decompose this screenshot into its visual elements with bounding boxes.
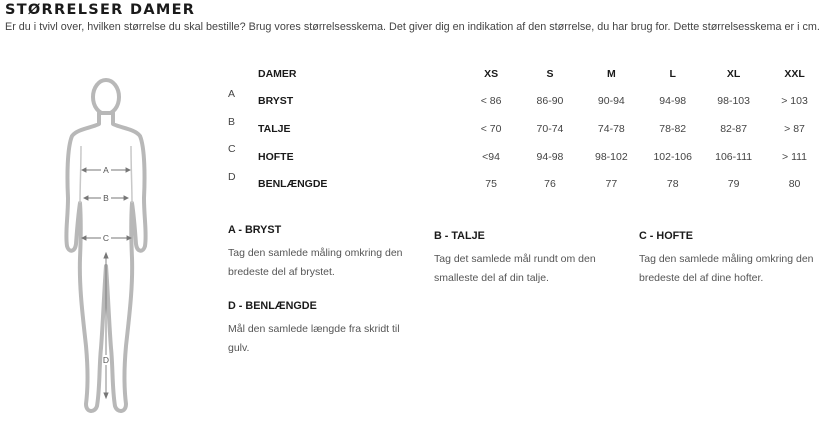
table-cell: 94-98 [659, 95, 687, 108]
table-cell: 86-90 [536, 95, 564, 108]
row-letter-c: C [228, 143, 236, 155]
measure-description-line: smalleste del af din talje. [434, 271, 549, 284]
measure-description [228, 320, 413, 357]
measure-heading: D - BENLÆNGDE [228, 300, 317, 312]
table-cell: 98-102 [594, 150, 628, 163]
measure-description-line: Tag den samlede måling omkring den [228, 247, 403, 259]
table-cell: > 103 [781, 95, 808, 108]
row-label: BENLÆNGDE [258, 178, 328, 191]
table-cell: 76 [544, 178, 556, 191]
table-cell: > 111 [782, 150, 808, 163]
table-header-label: DAMER [258, 67, 297, 80]
measure-description [639, 250, 824, 287]
arrow-head-icon [104, 393, 108, 398]
intro-text: Er du i tvivl over, hvilken størrelse du skal bestille? Brug vores størrelsesskema. Det giver dig en indikation af den størrelse, du har brug for. Dette størrelsesskema er i cm. [5, 21, 820, 33]
measure-description-line: Tag den samlede måling omkring den [639, 253, 814, 265]
measure-block-hofte [639, 230, 824, 287]
size-table [250, 60, 825, 198]
figure-label-d: D [102, 355, 110, 365]
table-cell: < 86 [480, 95, 502, 108]
size-header: XS [484, 67, 499, 80]
table-cell: 74-78 [597, 122, 625, 135]
size-header: L [669, 67, 676, 80]
figure-head [93, 80, 119, 114]
measure-heading: A - BRYST [228, 224, 282, 236]
table-cell: 79 [727, 178, 740, 191]
table-row [250, 143, 825, 171]
size-header: XL [726, 67, 741, 80]
table-cell: 90-94 [597, 95, 625, 108]
figure-label-a: A [103, 165, 109, 175]
row-label: BRYST [258, 95, 294, 108]
measure-heading: B - TALJE [434, 230, 485, 242]
row-letter-d: D [228, 171, 236, 183]
measure-block-talje [434, 230, 619, 287]
measure-description-line: Tag det samlede mål rundt om den [434, 253, 596, 265]
row-letter-a: A [228, 88, 236, 100]
row-label: TALJE [258, 122, 291, 135]
table-header-row [250, 60, 825, 88]
measure-description [434, 250, 619, 287]
table-cell: 98-103 [717, 95, 750, 108]
table-cell: 102-106 [653, 150, 692, 163]
table-row [250, 170, 825, 198]
size-header: M [606, 67, 616, 80]
table-cell: 94-98 [536, 150, 564, 163]
table-row [250, 115, 825, 143]
table-cell: 78 [666, 178, 679, 191]
table-cell: 106-111 [715, 150, 753, 163]
body-measurement-figure [55, 68, 167, 428]
measure-block-benlaengde [228, 300, 413, 357]
table-row [250, 88, 825, 116]
measure-description-line: gulv. [228, 341, 250, 354]
measure-description [228, 244, 413, 281]
table-cell: 70-74 [536, 122, 564, 135]
page-title: STØRRELSER DAMER [5, 2, 196, 18]
table-cell: <94 [482, 150, 500, 163]
measure-description-line: Mål den samlede længde fra skridt til [228, 323, 400, 335]
table-cell: < 70 [480, 122, 502, 135]
figure-label-b: B [103, 193, 109, 203]
row-letter-b: B [228, 116, 236, 128]
table-cell: 75 [485, 178, 497, 191]
table-cell: 78-82 [659, 122, 687, 135]
table-cell: 80 [788, 178, 801, 191]
row-label: HOFTE [258, 150, 294, 163]
table-cell: 82-87 [720, 122, 748, 135]
figure-label-c: C [102, 233, 110, 243]
measure-block-bryst [228, 224, 413, 281]
size-header: S [546, 67, 554, 80]
table-cell: > 87 [784, 122, 805, 135]
measure-heading: C - HOFTE [639, 230, 693, 242]
measure-description-line: bredeste del af brystet. [228, 265, 335, 278]
table-cell: 77 [605, 178, 618, 191]
size-header: XXL [784, 67, 805, 80]
measure-description-line: bredeste del af dine hofter. [639, 271, 764, 284]
